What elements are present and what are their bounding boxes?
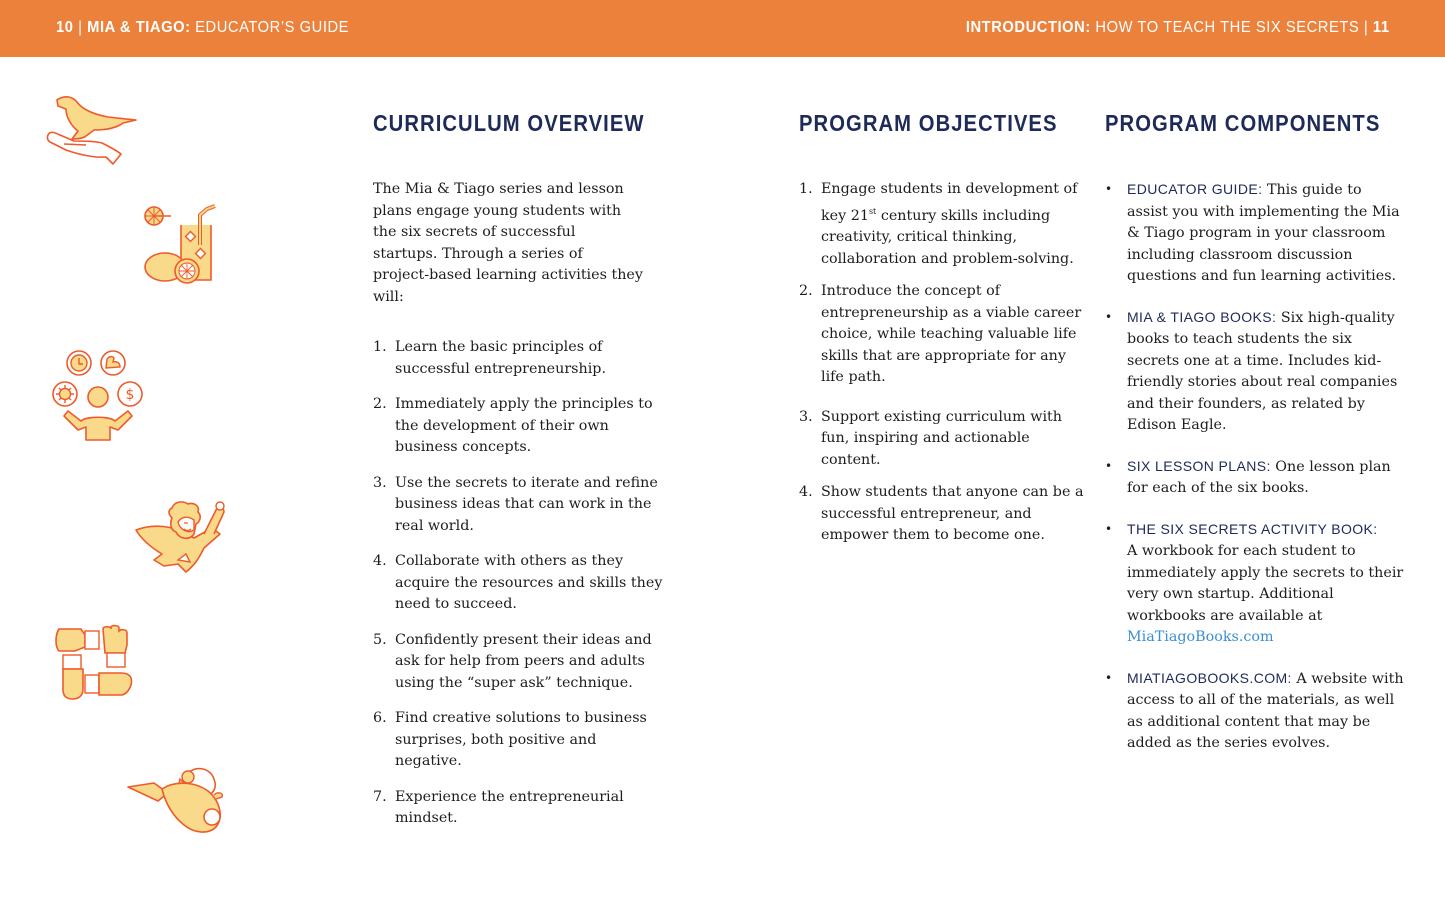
component-text: Six high-quality books to teach students the six secrets one at a time. Includes kid-friendly stories about real companies and their founders, as related by Edison Eagle. [1127, 309, 1398, 433]
list-item [373, 337, 663, 380]
curriculum-intro: The Mia & Tiago series and lesson plans engage young students with the six secrets of successful startups. Through a series of project-based learning activities they will: [373, 181, 643, 305]
teamwork-hands-icon [55, 625, 133, 701]
list-item [799, 407, 1089, 472]
item-text: Learn the basic principles of successful entrepreneurship. [395, 339, 606, 377]
item-text: Immediately apply the principles to the development of their own business concepts. [395, 396, 653, 455]
item-number: 2. [373, 396, 387, 412]
rocket-ship-icon [128, 763, 224, 835]
left-running-head [56, 19, 349, 37]
header-separator: | [1364, 19, 1369, 36]
item-text: Engage students in development of key 21st century skills including creativity, critical thinking, collaboration and problem-solving. [821, 181, 1078, 267]
component-text: This guide to assist you with implementing the Mia & Tiago program in your classroom including classroom discussion questions and fun learning activities. [1127, 182, 1400, 284]
bullet-icon: • [1105, 309, 1113, 324]
item-text: Support existing curriculum with fun, inspiring and actionable content. [821, 408, 1063, 468]
list-item [1105, 307, 1405, 437]
item-number: 4. [373, 553, 387, 569]
list-item [373, 473, 663, 538]
component-tag: MIATIAGOBOOKS.COM: [1127, 669, 1292, 686]
program-components-section [1105, 110, 1405, 774]
item-number: 3. [799, 408, 813, 425]
lemonade-icon [143, 205, 223, 285]
list-item [799, 482, 1089, 547]
left-guide-title: EDUCATOR’S GUIDE [195, 19, 350, 36]
list-item [373, 394, 663, 459]
list-item [373, 630, 663, 695]
item-number: 7. [373, 788, 387, 805]
list-item [1105, 519, 1405, 649]
item-number: 1. [373, 339, 387, 355]
component-tag: SIX LESSON PLANS: [1127, 457, 1271, 474]
running-header-bar [0, 0, 1445, 57]
list-item [799, 179, 1089, 270]
bullet-icon: • [1105, 458, 1113, 473]
item-number: 4. [799, 484, 813, 500]
list-item [1105, 179, 1405, 288]
curriculum-overview-section [373, 110, 663, 844]
list-item [799, 281, 1089, 389]
website-link[interactable]: MiaTiagoBooks.com [1127, 629, 1274, 645]
right-section-name: INTRODUCTION: [966, 19, 1092, 36]
objectives-list [799, 179, 1089, 547]
item-text: Introduce the concept of entrepreneurship as a viable career choice, while teaching valuable life skills that are appropriate for any life path. [821, 283, 1082, 385]
juggling-person-icon [52, 350, 136, 442]
item-number: 6. [373, 710, 387, 726]
components-list [1105, 179, 1405, 755]
list-item [373, 787, 663, 830]
left-series-name: MIA & TIAGO: [87, 19, 191, 36]
right-running-head [966, 19, 1390, 37]
list-item [373, 708, 663, 773]
item-number: 3. [373, 474, 387, 491]
program-objectives-heading: PROGRAM OBJECTIVES [799, 110, 1058, 136]
curriculum-list [373, 337, 663, 830]
left-page-number: 10 [56, 19, 74, 36]
item-text: Find creative solutions to business surprises, both positive and negative. [395, 710, 647, 769]
item-text: Confidently present their ideas and ask for help from peers and adults using the “super ask” technique. [395, 631, 652, 691]
item-number: 1. [799, 181, 813, 197]
bird-on-hand-icon [46, 94, 138, 168]
component-text: A website with access to all of the materials, as well as additional content that may be added as the series evolves. [1127, 670, 1404, 751]
list-item [1105, 456, 1405, 500]
item-number: 2. [799, 283, 813, 299]
list-item [1105, 668, 1405, 755]
svg-text:$: $ [125, 387, 135, 403]
right-page-number: 11 [1373, 19, 1390, 36]
item-text: Collaborate with others as they acquire the resources and skills they need to succeed. [395, 553, 663, 612]
item-text: Use the secrets to iterate and refine business ideas that can work in the real world. [395, 474, 658, 534]
bullet-icon: • [1105, 521, 1113, 536]
component-tag: MIA & TIAGO BOOKS: [1127, 308, 1277, 325]
component-text: A workbook for each student to immediately apply the secrets to their very own startup. Additional workbooks are available at [1127, 543, 1404, 624]
component-tag: THE SIX SECRETS ACTIVITY BOOK: [1127, 520, 1378, 537]
item-number: 5. [373, 631, 387, 648]
superhero-kid-icon [134, 500, 226, 576]
right-section-title: HOW TO TEACH THE SIX SECRETS [1095, 19, 1360, 36]
component-tag: EDUCATOR GUIDE: [1127, 181, 1263, 197]
bullet-icon: • [1105, 670, 1113, 685]
program-objectives-section [799, 110, 1089, 558]
program-components-heading: PROGRAM COMPONENTS [1105, 110, 1381, 136]
curriculum-overview-heading: CURRICULUM OVERVIEW [373, 110, 645, 136]
bullet-icon: • [1105, 182, 1113, 196]
item-text: Experience the entrepreneurial mindset. [395, 788, 624, 826]
header-separator: | [78, 19, 83, 36]
item-text: Show students that anyone can be a successful entrepreneur, and empower them to become one. [821, 484, 1084, 543]
component-text: One lesson plan for each of the six books. [1127, 458, 1391, 496]
list-item [373, 551, 663, 616]
